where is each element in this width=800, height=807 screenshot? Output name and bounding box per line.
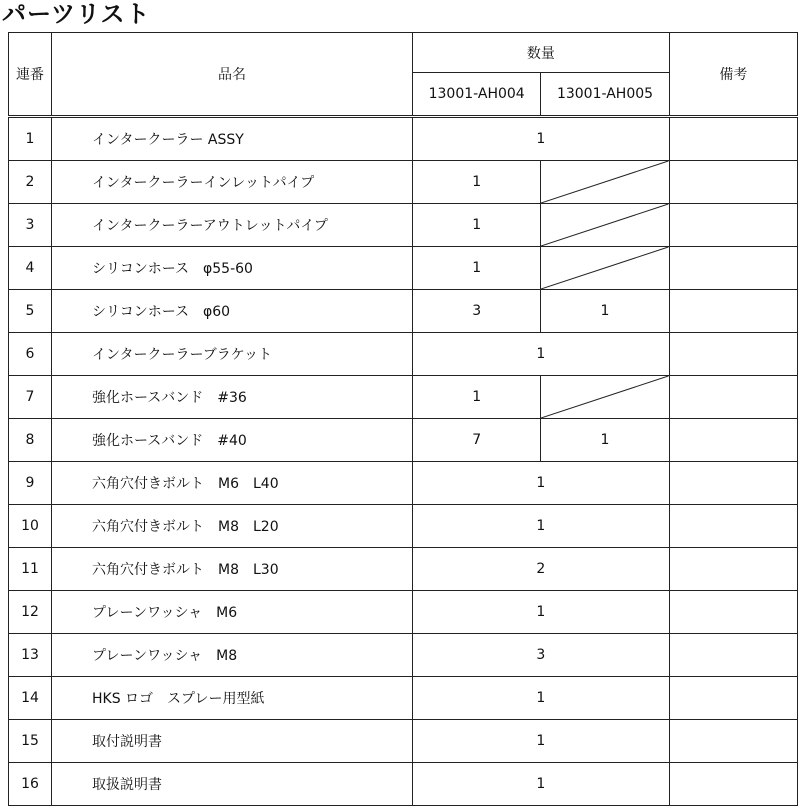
row-note xyxy=(669,462,797,505)
row-number: 13 xyxy=(9,634,52,677)
table-row xyxy=(9,419,798,462)
table-row xyxy=(9,333,798,376)
row-number: 9 xyxy=(9,462,52,505)
table-row xyxy=(9,763,798,806)
diagonal-slash xyxy=(541,247,668,289)
row-part-name: 六角穴付きボルト M6 L40 xyxy=(52,462,413,505)
row-number: 14 xyxy=(9,677,52,720)
row-number: 4 xyxy=(9,247,52,290)
table-row xyxy=(9,720,798,763)
row-qty-col-1: 1 xyxy=(413,204,541,247)
row-number: 16 xyxy=(9,763,52,806)
parts-table-body xyxy=(9,117,798,806)
row-qty-col-2: 1 xyxy=(541,290,669,333)
row-number: 11 xyxy=(9,548,52,591)
row-part-name: 取付説明書 xyxy=(52,720,413,763)
row-part-name: HKS ロゴ スプレー用型紙 xyxy=(52,677,413,720)
row-note xyxy=(669,677,797,720)
row-qty-merged: 1 xyxy=(413,720,670,763)
row-part-name: インタークーラーブラケット xyxy=(52,333,413,376)
header-name: 品名 xyxy=(52,33,413,117)
row-qty-col-2: 1 xyxy=(541,419,669,462)
row-qty-merged: 2 xyxy=(413,548,670,591)
row-qty-merged: 3 xyxy=(413,634,670,677)
row-part-name: 六角穴付きボルト M8 L20 xyxy=(52,505,413,548)
row-number: 7 xyxy=(9,376,52,419)
row-part-name: プレーンワッシャ M8 xyxy=(52,634,413,677)
row-qty-merged: 1 xyxy=(413,591,670,634)
table-row xyxy=(9,117,798,161)
row-part-name: シリコンホース φ60 xyxy=(52,290,413,333)
row-part-name: インタークーラーアウトレットパイプ xyxy=(52,204,413,247)
header-qty: 数量 xyxy=(413,33,670,73)
row-qty-merged: 1 xyxy=(413,117,670,161)
diagonal-slash xyxy=(541,376,668,418)
row-number: 10 xyxy=(9,505,52,548)
row-number: 8 xyxy=(9,419,52,462)
row-qty-col-1: 1 xyxy=(413,161,541,204)
row-qty-col-2-not-applicable xyxy=(541,204,669,247)
page-title: パーツリスト xyxy=(2,0,151,28)
table-row xyxy=(9,376,798,419)
row-note xyxy=(669,634,797,677)
table-row xyxy=(9,462,798,505)
row-part-name: 六角穴付きボルト M8 L30 xyxy=(52,548,413,591)
header-qty-col-1: 13001-AH004 xyxy=(413,73,541,117)
row-qty-merged: 1 xyxy=(413,763,670,806)
row-qty-merged: 1 xyxy=(413,462,670,505)
row-qty-col-2-not-applicable xyxy=(541,247,669,290)
row-part-name: シリコンホース φ55-60 xyxy=(52,247,413,290)
row-note xyxy=(669,333,797,376)
table-row xyxy=(9,247,798,290)
row-qty-merged: 1 xyxy=(413,677,670,720)
header-note: 備考 xyxy=(669,33,797,117)
parts-table xyxy=(8,32,798,806)
row-number: 3 xyxy=(9,204,52,247)
row-note xyxy=(669,290,797,333)
row-qty-col-1: 7 xyxy=(413,419,541,462)
row-note xyxy=(669,247,797,290)
row-note xyxy=(669,419,797,462)
row-number: 6 xyxy=(9,333,52,376)
row-note xyxy=(669,117,797,161)
diagonal-slash xyxy=(541,204,668,246)
row-qty-col-1: 1 xyxy=(413,376,541,419)
row-number: 1 xyxy=(9,117,52,161)
row-part-name: 強化ホースバンド #40 xyxy=(52,419,413,462)
row-note xyxy=(669,763,797,806)
row-number: 5 xyxy=(9,290,52,333)
row-number: 2 xyxy=(9,161,52,204)
table-row xyxy=(9,161,798,204)
row-qty-col-1: 1 xyxy=(413,247,541,290)
row-part-name: プレーンワッシャ M6 xyxy=(52,591,413,634)
table-row xyxy=(9,677,798,720)
row-note xyxy=(669,505,797,548)
row-qty-col-2-not-applicable xyxy=(541,376,669,419)
table-row xyxy=(9,290,798,333)
row-note xyxy=(669,591,797,634)
row-part-name: インタークーラー ASSY xyxy=(52,117,413,161)
row-part-name: インタークーラーインレットパイプ xyxy=(52,161,413,204)
row-note xyxy=(669,720,797,763)
row-part-name: 強化ホースバンド #36 xyxy=(52,376,413,419)
table-row xyxy=(9,505,798,548)
row-note xyxy=(669,548,797,591)
row-note xyxy=(669,161,797,204)
table-row xyxy=(9,548,798,591)
table-row xyxy=(9,591,798,634)
table-row xyxy=(9,204,798,247)
row-part-name: 取扱説明書 xyxy=(52,763,413,806)
table-row xyxy=(9,634,798,677)
row-note xyxy=(669,204,797,247)
row-note xyxy=(669,376,797,419)
header-qty-col-2: 13001-AH005 xyxy=(541,73,669,117)
row-qty-merged: 1 xyxy=(413,505,670,548)
row-number: 15 xyxy=(9,720,52,763)
diagonal-slash xyxy=(541,161,668,203)
row-qty-col-1: 3 xyxy=(413,290,541,333)
row-number: 12 xyxy=(9,591,52,634)
row-qty-col-2-not-applicable xyxy=(541,161,669,204)
row-qty-merged: 1 xyxy=(413,333,670,376)
header-num: 連番 xyxy=(9,33,52,117)
